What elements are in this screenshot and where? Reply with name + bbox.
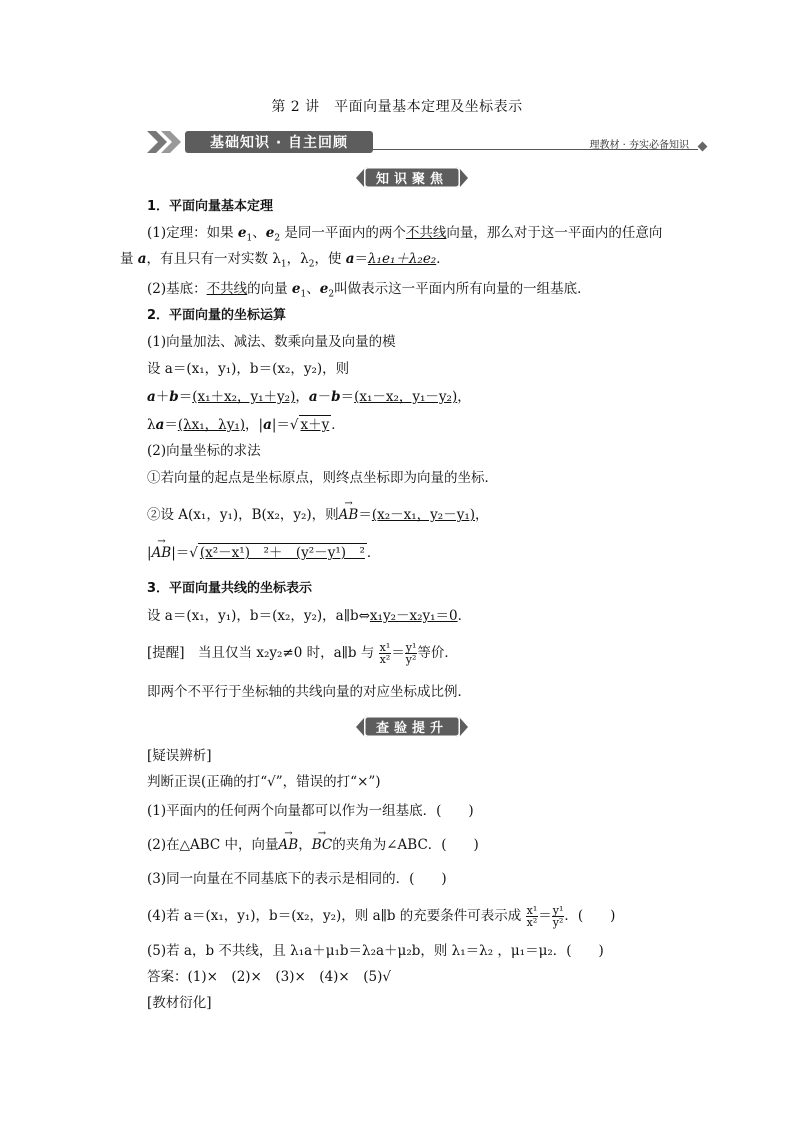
- scalar-modulus-line: λa＝(λx₁，λy₁)，|a|＝√ x＋y ．: [147, 417, 345, 433]
- text: ，λ: [286, 251, 309, 267]
- vector-ab-modulus-line: |→ AB|＝√ (x²－x¹) ²＋ (y²－y¹) ² ．: [147, 543, 380, 562]
- vector-bc-symbol: → BC: [312, 836, 333, 854]
- section-banner: [147, 129, 707, 155]
- basis-line: (2)基底：不共线的向量 $e_1$、$e_2$叫做表示这一平面内所有向量的一组基底．: [147, 281, 591, 300]
- set-vectors-line: 设 a＝(x₁，y₁)，b＝(x₂，y₂)，则: [147, 361, 350, 377]
- heading-coordinate-ops: 2．平面向量的坐标运算: [147, 308, 287, 323]
- banner-label: 基础知识 · 自主回顾: [185, 131, 373, 153]
- theorem-line-2: 量 a，有且只有一对实数 $\lambda_1$，$\lambda_2$，使 a＝λ₁e₁＋λ₂e₂．: [120, 251, 450, 270]
- judge-instruction: 判断正误(正确的打“√”，错误的打“×”): [147, 774, 381, 790]
- badge-knowledge: [356, 167, 468, 189]
- diamond-icon: [698, 142, 708, 152]
- text: (2)在△ABC 中，向量: [147, 837, 279, 853]
- tip-line: [提醒] 当且仅当 x₂y₂≠0 时，a∥b 与 $\frac{\text{x¹}}{\text{x²}}$ ＝ $\frac{\text{y¹}}{\text{y²}}$ 等价．: [147, 641, 458, 666]
- vector-ab-symbol: → AB: [339, 506, 359, 524]
- theorem-line-1: (1)定理：如果 $e_1$、$e_2$ 是同一平面内的两个不共线向量，那么对于这一平面内的任意向: [147, 225, 663, 244]
- heading-collinear: 3．平面向量共线的坐标表示: [147, 581, 313, 596]
- text: 向量，那么对于这一平面内的任意向: [446, 225, 663, 241]
- text: ，使: [314, 251, 346, 267]
- underlined-answer: x₁y₂－x₂y₁＝0: [369, 608, 458, 624]
- text: ( ): [577, 908, 616, 924]
- underlined-answer: (x₁－x₂，y₁－y₂): [354, 389, 458, 405]
- heading-theorem: 1．平面向量基本定理: [147, 199, 274, 214]
- tag-misconceptions: [疑误辨析]: [147, 748, 212, 764]
- question-2: (2)在△ABC 中，向量→ AB，→ BC的夹角为∠ABC．( ): [147, 836, 479, 854]
- vector-ab-symbol: → AB: [279, 836, 299, 854]
- fraction: $\frac{\text{y¹}}{\text{y²}}$: [552, 904, 564, 929]
- subheading-coords: (2)向量坐标的求法: [147, 443, 261, 459]
- underlined-answer: (x₂－x₁，y₂－y₁): [371, 507, 476, 523]
- badge-check-label: 查验提升: [364, 716, 460, 737]
- underlined-answer: λ₁e₁＋λ₂e₂: [367, 251, 437, 267]
- text: 的向量: [247, 281, 292, 297]
- fraction: $\frac{\text{y¹}}{\text{y²}}$: [405, 641, 417, 666]
- badge-left-cap: [356, 169, 364, 187]
- tip-note-line: 即两个不平行于坐标轴的共线向量的对应坐标成比例．: [147, 684, 471, 700]
- text: ，有且只有一对实数 λ: [146, 251, 281, 267]
- badge-check: [356, 716, 468, 738]
- text: (2)基底：: [147, 281, 207, 297]
- chevron-icon: [147, 129, 187, 155]
- question-5: (5)若 a，b 不共线，且 λ₁a＋μ₁b＝λ₂a＋μ₂b，则 λ₁＝λ₂ ，μ₁＝μ₂．( ): [147, 943, 604, 959]
- tag-textbook: [教材衍化]: [147, 995, 212, 1011]
- answer-line: 答案：(1)× (2)× (3)× (4)× (5)√: [147, 969, 391, 985]
- question-4: (4)若 a＝(x₁，y₁)，b＝(x₂，y₂)，则 a∥b 的充要条件可表示成 $\frac{\text{x¹}}{\text{x²}}$ ＝ $\frac{\text{y¹}}{\text{y²}}$ ．( ): [147, 904, 616, 929]
- badge-right-cap: [460, 169, 468, 187]
- text: 等价．: [417, 645, 458, 661]
- question-1: (1)平面内的任何两个向量都可以作为一组基底．( ): [147, 803, 474, 819]
- text: [提醒] 当且仅当 x₂y₂≠0 时，a∥b 与: [147, 645, 375, 661]
- text: 量: [120, 251, 138, 267]
- underlined-answer: (x₁＋x₂，y₁＋y₂): [192, 389, 296, 405]
- vector-ab-symbol: → AB: [152, 544, 172, 562]
- underlined-answer: 不共线: [206, 281, 248, 297]
- underlined-answer: 不共线: [405, 225, 447, 241]
- text: ②设 A(x₁，y₁)，B(x₂，y₂)，则: [147, 507, 339, 523]
- vector-ab-line: ②设 A(x₁，y₁)，B(x₂，y₂)，则→ AB＝(x₂－x₁，y₂－y₁)，: [147, 506, 489, 524]
- badge-right-cap: [460, 718, 468, 736]
- collinear-condition-line: 设 a＝(x₁，y₁)，b＝(x₂，y₂)，a∥b⇔x₁y₂－x₂y₁＝0．: [147, 608, 472, 624]
- text: (4)若 a＝(x₁，y₁)，b＝(x₂，y₂)，则 a∥b 的充要条件可表示成: [147, 908, 522, 924]
- point-origin-line: ①若向量的起点是坐标原点，则终点坐标即为向量的坐标．: [147, 470, 498, 486]
- banner-subtitle: 理教材 · 夯实必备知识: [589, 140, 689, 151]
- badge-knowledge-label: 知识聚焦: [364, 167, 460, 188]
- page-title: 第 2 讲 平面向量基本定理及坐标表示: [271, 99, 523, 115]
- question-3: (3)同一向量在不同基底下的表示是相同的．( ): [147, 871, 447, 887]
- text: 的夹角为∠ABC．( ): [332, 837, 479, 853]
- subheading-ops: (1)向量加法、减法、数乘向量及向量的模: [147, 334, 396, 350]
- text: 叫做表示这一平面内所有向量的一组基底．: [334, 281, 591, 297]
- fraction: $\frac{\text{x¹}}{\text{x²}}$: [526, 904, 538, 929]
- underlined-answer: (λx₁，λy₁): [177, 417, 246, 433]
- text: 设 a＝(x₁，y₁)，b＝(x₂，y₂)，a∥b⇔: [147, 608, 370, 624]
- fraction: $\frac{\text{x¹}}{\text{x²}}$: [379, 641, 391, 666]
- text: (1)定理：如果: [147, 225, 238, 241]
- underlined-answer: (x²－x¹) ²＋ (y²－y¹) ²: [199, 545, 365, 561]
- sum-diff-line: a＋b＝(x₁＋x₂，y₁＋y₂)，a－b＝(x₁－x₂，y₁－y₂)，: [147, 389, 471, 405]
- text: 是同一平面内的两个: [280, 225, 406, 241]
- badge-left-cap: [356, 718, 364, 736]
- underlined-answer: x＋y: [300, 417, 330, 433]
